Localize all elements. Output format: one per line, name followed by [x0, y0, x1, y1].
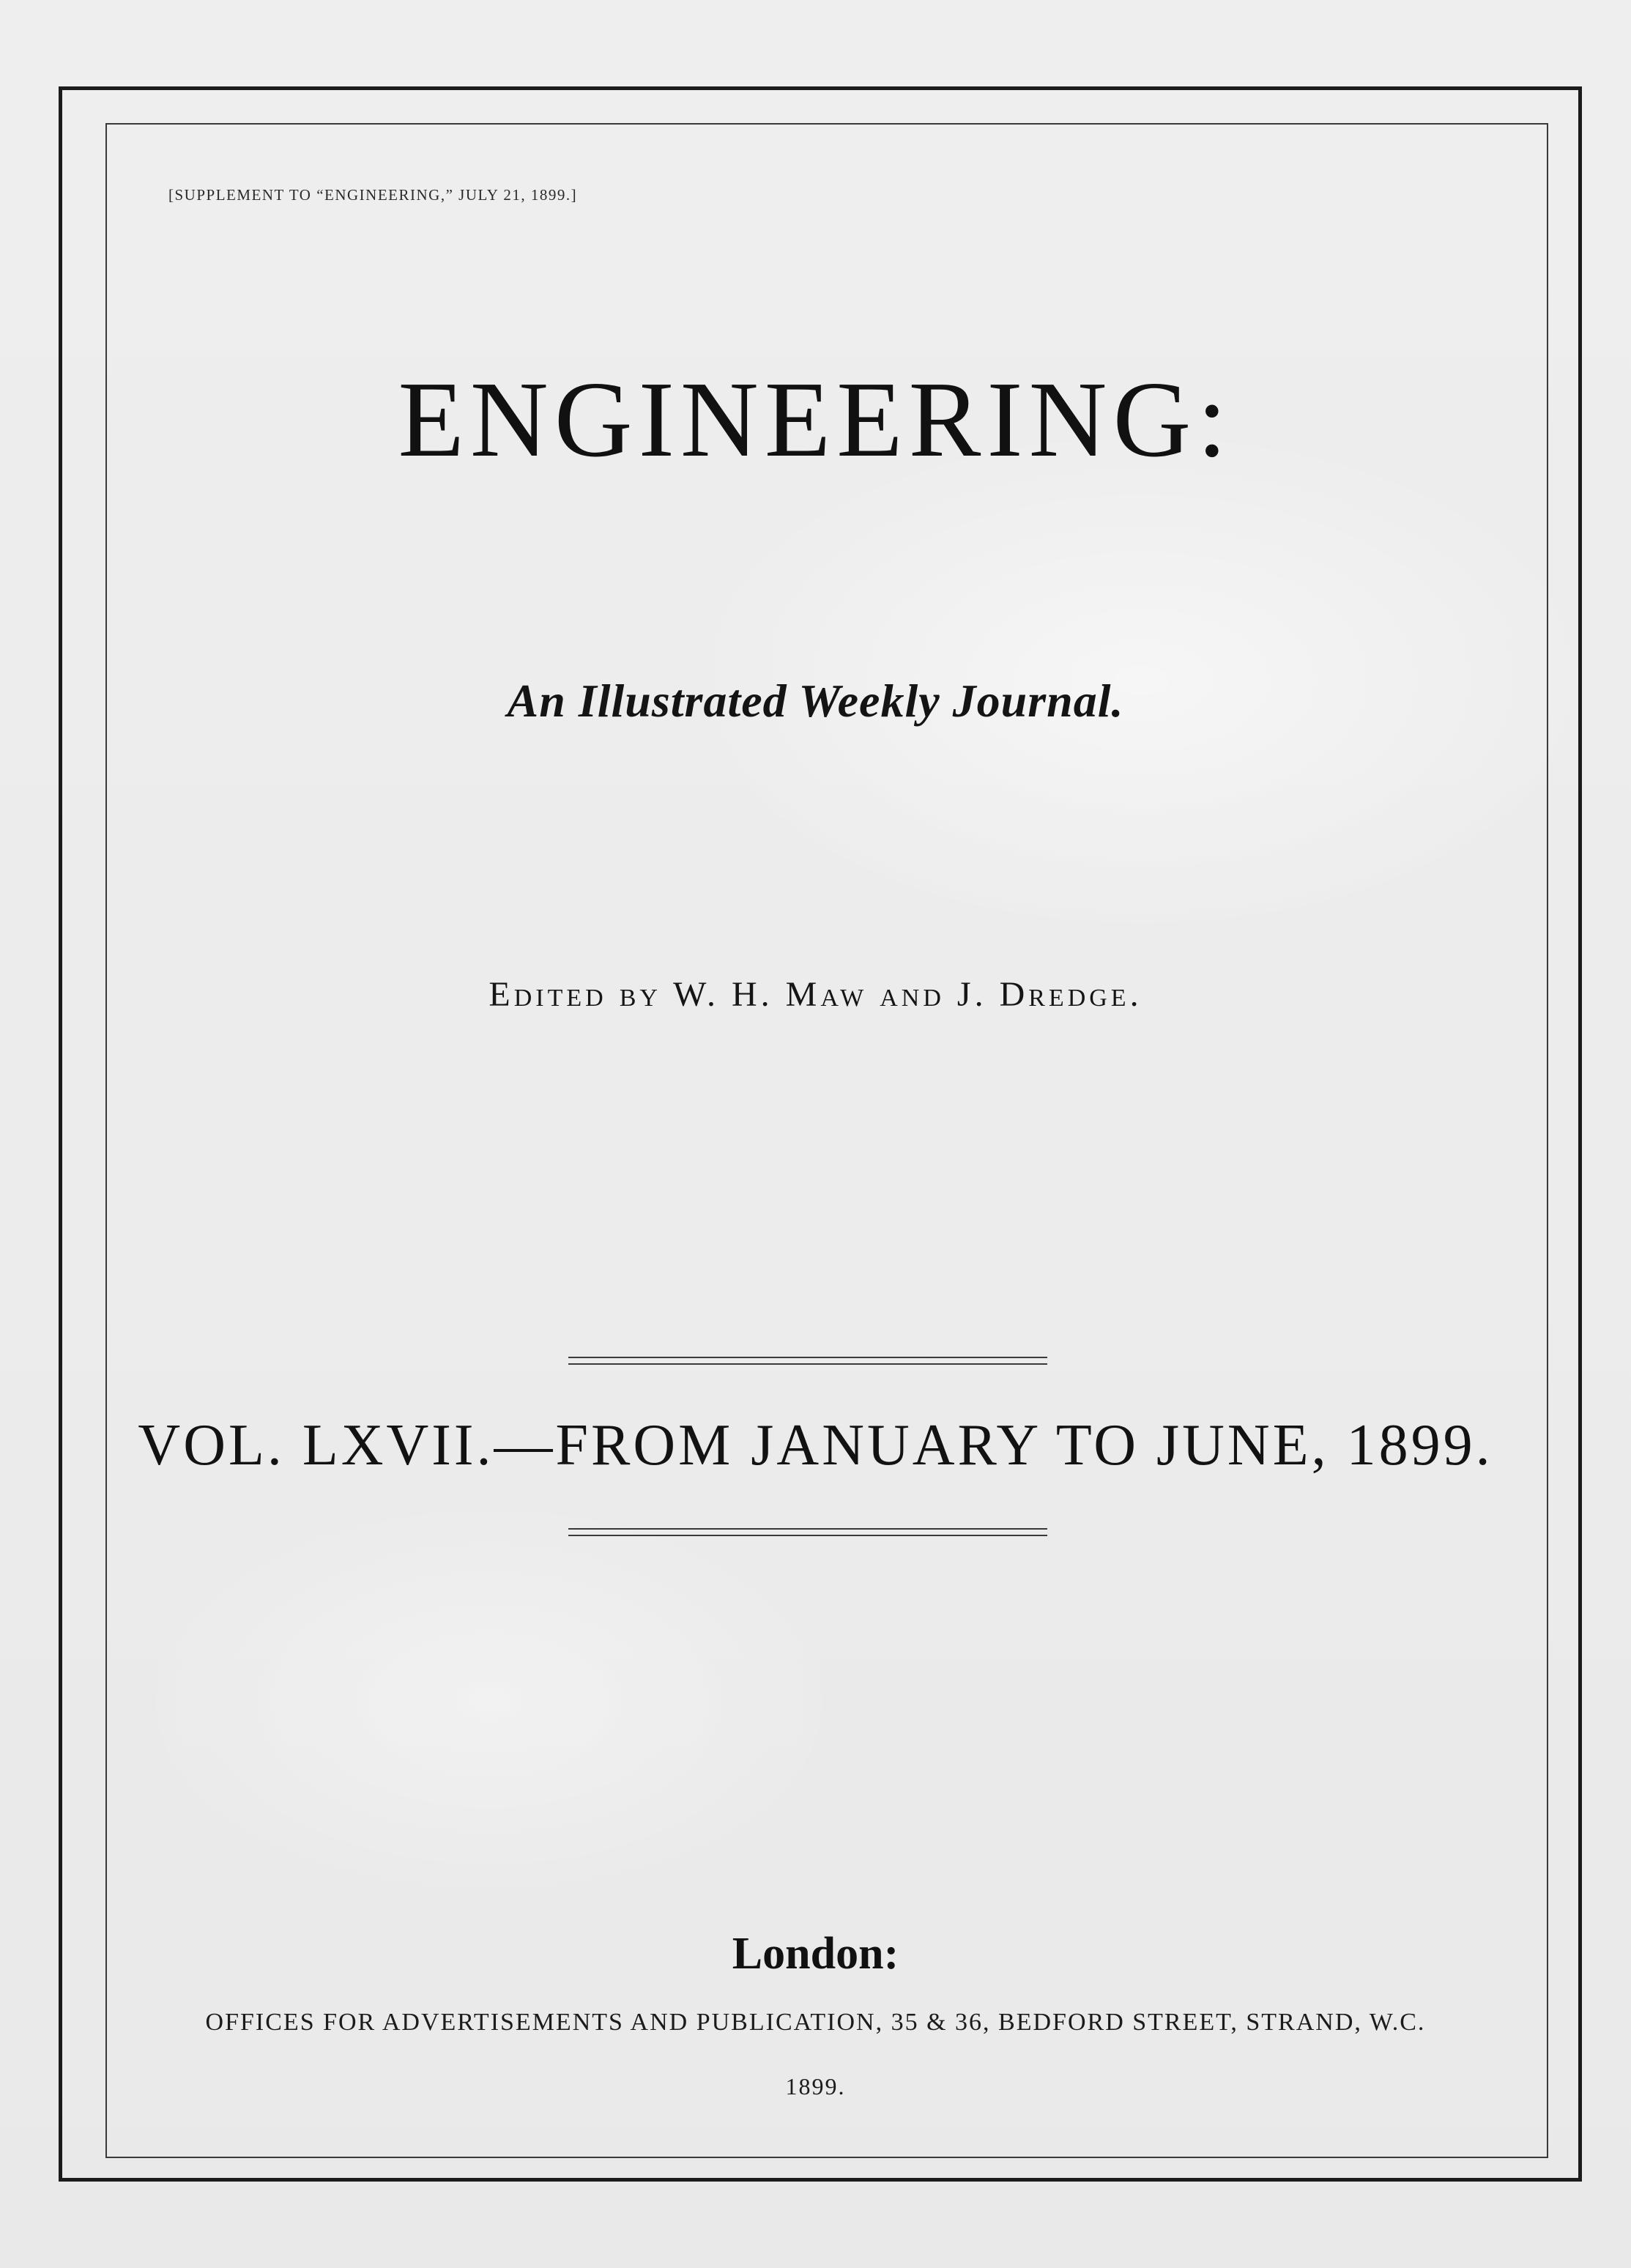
imprint-year: 1899. — [785, 2073, 846, 2100]
lower-double-rule — [568, 1528, 1047, 1530]
imprint-offices: OFFICES FOR ADVERTISEMENTS AND PUBLICATION, 35 & 36, BEDFORD STREET, STRAND, W.C. — [205, 2009, 1426, 2036]
editors-line: Edited by W. H. Maw and J. Dredge. — [488, 975, 1143, 1014]
volume-line: VOL. LXVII.—FROM JANUARY TO JUNE, 1899. — [138, 1413, 1493, 1478]
imprint-place: London: — [732, 1929, 899, 1979]
supplement-note: [SUPPLEMENT TO “ENGINEERING,” JULY 21, 1899.] — [168, 186, 578, 204]
journal-subtitle: An Illustrated Weekly Journal. — [507, 675, 1124, 727]
upper-double-rule — [568, 1357, 1047, 1358]
journal-title: ENGINEERING: — [398, 360, 1233, 480]
